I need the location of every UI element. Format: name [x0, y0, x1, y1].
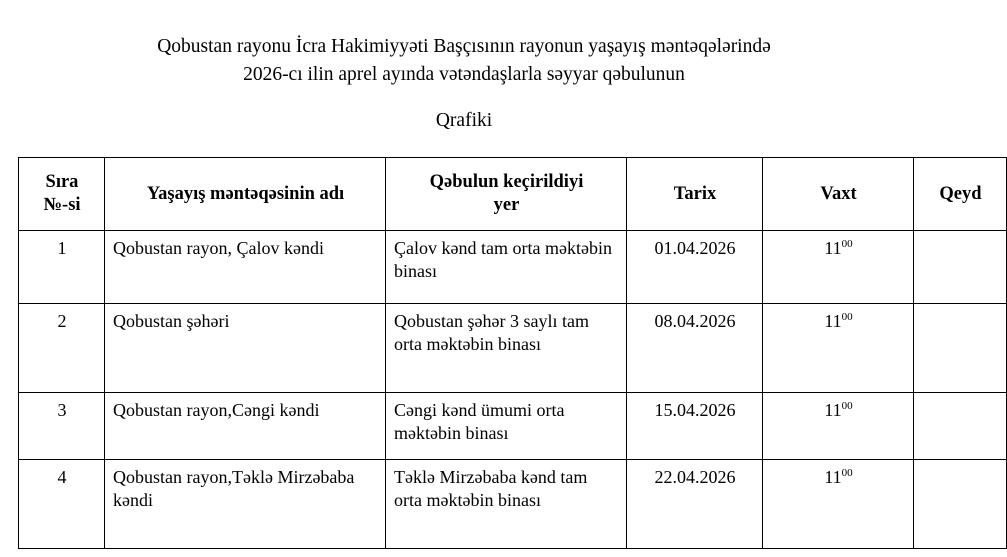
document-heading	[0, 0, 928, 88]
cell-row-number: 3	[19, 393, 105, 460]
cell-time-minutes: 00	[841, 311, 853, 324]
cell-place: Qobustan rayon, Çalov kəndi	[105, 231, 386, 304]
cell-row-number: 4	[19, 460, 105, 549]
cell-time-hour: 11	[824, 311, 842, 332]
cell-date: 22.04.2026	[627, 460, 763, 549]
table-body	[19, 231, 1007, 549]
heading-line-2: 2026-cı ilin aprel ayında vətəndaşlarla səyyar qəbulunun	[243, 63, 685, 85]
cell-venue: Təklə Mirzəbaba kənd tam orta məktəbin binası	[386, 460, 627, 549]
cell-time-minutes: 00	[841, 467, 853, 480]
column-header-no-line2: №-si	[43, 195, 81, 216]
cell-time-minutes: 00	[841, 400, 853, 413]
table-row	[19, 304, 1007, 393]
table-row	[19, 231, 1007, 304]
cell-time	[763, 393, 914, 460]
cell-place: Qobustan şəhəri	[105, 304, 386, 393]
column-header-no-line1: Sıra	[45, 171, 79, 192]
cell-venue: Qobustan şəhər 3 saylı tam orta məktəbin binası	[386, 304, 627, 393]
cell-place: Qobustan rayon,Cəngi kəndi	[105, 393, 386, 460]
cell-date: 15.04.2026	[627, 393, 763, 460]
cell-row-number: 1	[19, 231, 105, 304]
cell-time	[763, 460, 914, 549]
cell-time-minutes: 00	[841, 238, 853, 251]
schedule-table	[18, 157, 1007, 549]
cell-note	[914, 304, 1007, 393]
table-row	[19, 393, 1007, 460]
cell-date: 08.04.2026	[627, 304, 763, 393]
cell-place: Qobustan rayon,Təklə Mirzəbaba kəndi	[105, 460, 386, 549]
cell-row-number: 2	[19, 304, 105, 393]
document-subheading: Qrafiki	[435, 110, 493, 132]
column-header-no	[19, 158, 105, 231]
cell-venue: Çalov kənd tam orta məktəbin binası	[386, 231, 627, 304]
cell-note	[914, 231, 1007, 304]
column-header-time: Vaxt	[763, 158, 914, 231]
column-header-venue-line1: Qəbulun keçirildiyi	[429, 171, 584, 192]
column-header-place: Yaşayış məntəqəsinin adı	[105, 158, 386, 231]
cell-time-hour: 11	[824, 400, 842, 421]
cell-time-hour: 11	[824, 467, 842, 488]
cell-note	[914, 460, 1007, 549]
table-row	[19, 460, 1007, 549]
cell-note	[914, 393, 1007, 460]
cell-time	[763, 231, 914, 304]
column-header-venue	[386, 158, 627, 231]
schedule-table-container	[0, 157, 982, 549]
cell-venue: Cəngi kənd ümumi orta məktəbin binası	[386, 393, 627, 460]
cell-time	[763, 304, 914, 393]
cell-time-hour: 11	[824, 238, 842, 259]
column-header-note: Qeyd	[914, 158, 1007, 231]
column-header-venue-line2: yer	[493, 195, 520, 216]
table-header-row	[19, 158, 1007, 231]
heading-line-1: Qobustan rayonu İcra Hakimiyyəti Başçısının rayonun yaşayış məntəqələrində	[157, 36, 771, 57]
table-header	[19, 158, 1007, 231]
column-header-date: Tarix	[627, 158, 763, 231]
cell-date: 01.04.2026	[627, 231, 763, 304]
